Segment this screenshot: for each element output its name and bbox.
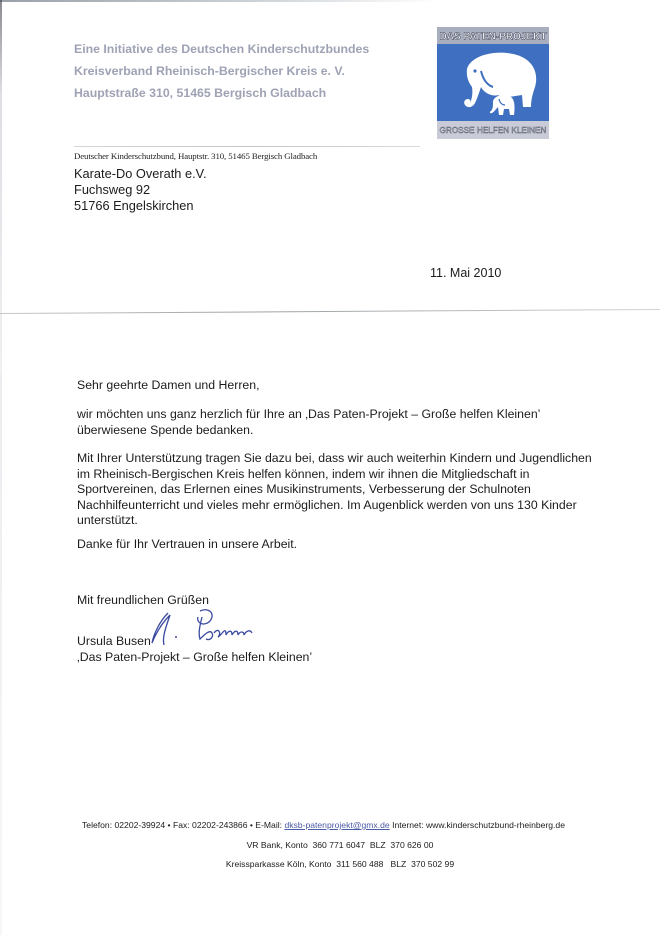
footer-separator: • (167, 820, 171, 830)
footer-separator: • (249, 820, 253, 830)
paten-projekt-logo (437, 27, 549, 139)
recipient-address (74, 166, 207, 214)
footer-internet: Internet: www.kinderschutzbund-rheinberg.de (392, 820, 565, 830)
salutation: Sehr geehrte Damen und Herren, (77, 378, 260, 392)
bank-vr-details: VR Bank, Konto 360 771 6047 BLZ 370 626 00 (246, 840, 434, 850)
return-address-divider (74, 146, 420, 147)
footer-phone: Telefon: 02202-39924 (82, 820, 166, 830)
footer-bank-vr (10, 840, 660, 850)
footer-email-label: E-Mail: (255, 820, 283, 830)
paragraph-support: Mit Ihrer Unterstützung tragen Sie dazu bei, dass wir auch weiterhin Kindern und Jugendlichen im Rheinisch-Bergischen Kreis helfen können, indem wir ihnen die Mitgliedschaft in Sportvereinen, das Erlernen eines Musikinstruments, Verbesserung der Schulnoten Nachhilfeunterricht und vieles mehr ermöglichen. Im Augenblick werden von uns 130 Kinder unterstützt. (77, 451, 592, 527)
sender-line-3: Hauptstraße 310, 51465 Bergisch Gladbach (74, 86, 327, 100)
paragraph-trust: Danke für Ihr Vertrauen in unsere Arbeit. (77, 537, 298, 551)
paragraph-thanks: wir möchten uns ganz herzlich für Ihre an ‚Das Paten-Projekt – Große helfen Kleinen’ überwiesene Spende bedanken. (77, 407, 540, 437)
footer-contact-line (82, 820, 565, 830)
scan-edge-top (0, 0, 440, 2)
footer-bank-kreissparkasse (10, 859, 660, 869)
signer-organization: ‚Das Paten-Projekt – Große helfen Kleinen’ (77, 650, 313, 664)
scan-edge-left (0, 0, 2, 935)
recipient-name: Karate-Do Overath e.V. (74, 166, 207, 181)
elephant-icon (437, 27, 549, 139)
bank-kreissparkasse-details: Kreissparkasse Köln, Konto 311 560 488 BLZ 370 502 99 (225, 859, 455, 869)
logo-title: DAS PATEN-PROJEKT (439, 31, 547, 43)
recipient-street: Fuchsweg 92 (74, 182, 151, 197)
letter-date: 11. Mai 2010 (430, 266, 502, 280)
signer-name: Ursula Busen (77, 634, 151, 648)
closing: Mit freundlichen Grüßen (77, 593, 209, 607)
footer-email-link[interactable]: dksb-patenprojekt@gmx.de (284, 820, 390, 830)
footer-fax: Fax: 02202-243866 (172, 820, 248, 830)
fold-line (0, 309, 660, 314)
sender-line-1: Eine Initiative des Deutschen Kinderschutzbundes (74, 42, 370, 56)
return-address: Deutscher Kinderschutzbund, Hauptstr. 310, 51465 Bergisch Gladbach (74, 151, 318, 161)
logo-tagline: GROSSE HELFEN KLEINEN (439, 126, 547, 135)
sender-block (74, 38, 369, 104)
sender-line-2: Kreisverband Rheinisch-Bergischer Kreis e. V. (74, 64, 345, 78)
recipient-city: 51766 Engelskirchen (74, 198, 194, 213)
